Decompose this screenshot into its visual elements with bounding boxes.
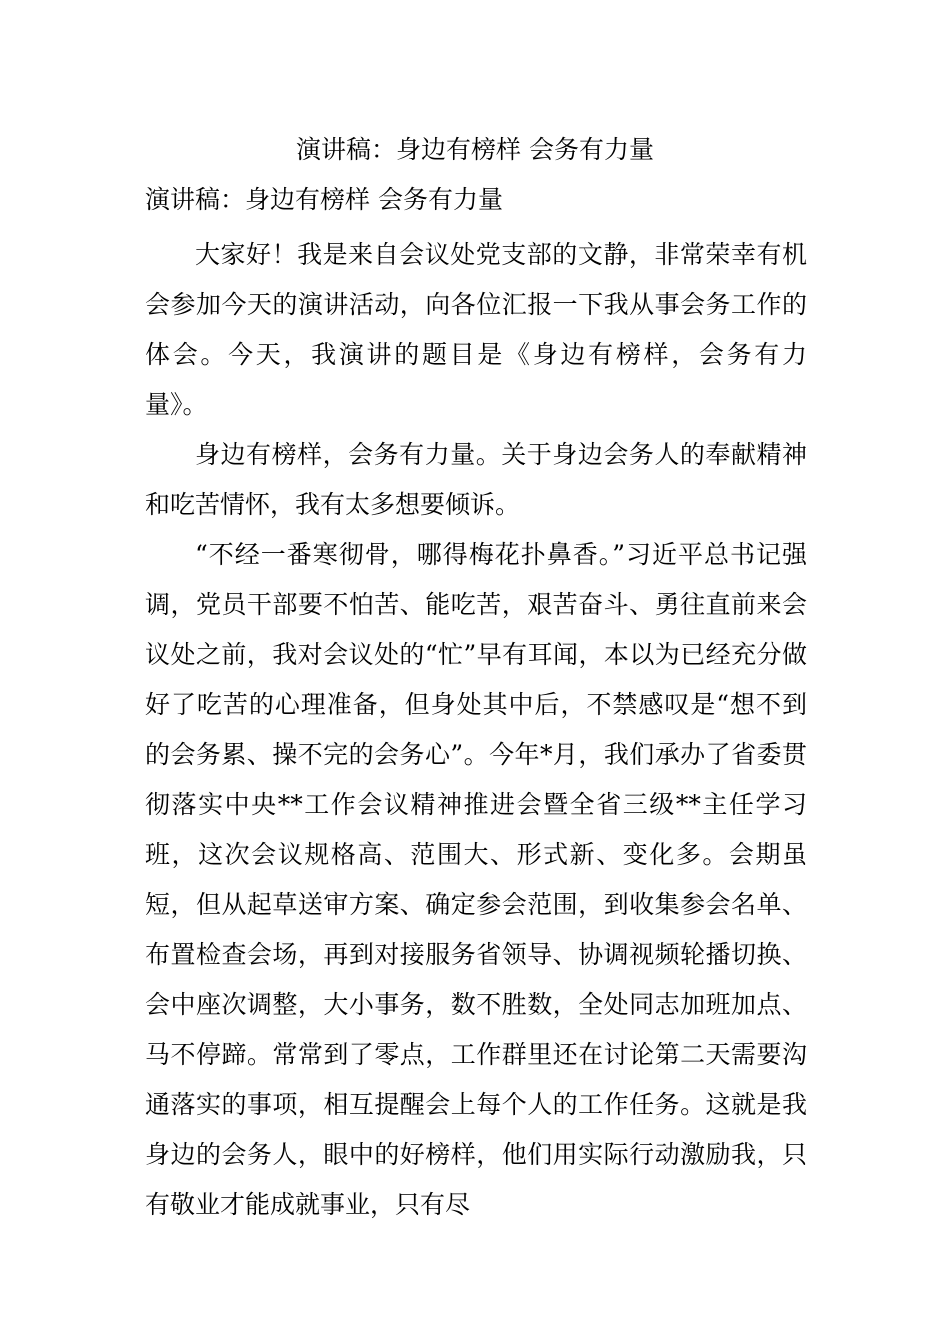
document-title: 演讲稿：身边有榜样 会务有力量 xyxy=(296,135,654,164)
paragraph-story: “不经一番寒彻骨，哪得梅花扑鼻香。”习近平总书记强调，党员干部要不怕苦、能吃苦，艰苦奋斗、勇往直前来会议处之前，我对会议处的“忙”早有耳闻，本以为已经充分做好了吃苦的心理准备，但身处其中后，不禁感叹是“想不到的会务累、操不完的会务心”。今年*月，我们承办了省委贯彻落实中央**工作会议精神推进会暨全省三级**主任学习班，这次会议规格高、范围大、形式新、变化多。会期虽短，但从起草送审方案、确定参会范围，到收集参会名单、布置检查会场，再到对接服务省领导、协调视频轮播切换、会中座次调整，大小事务，数不胜数，全处同志加班加点、马不停蹄。常常到了零点，工作群里还在讨论第二天需要沟通落实的事项，相互提醒会上每个人的工作任务。这就是我身边的会务人，眼中的好榜样，他们用实际行动激励我，只有敬业才能成就事业，只有尽 xyxy=(145,540,807,1219)
paragraph-theme: 身边有榜样，会务有力量。关于身边会务人的奉献精神和吃苦情怀，我有太多想要倾诉。 xyxy=(145,440,807,519)
paragraph-greeting: 大家好！我是来自会议处党支部的文静，非常荣幸有机会参加今天的演讲活动，向各位汇报一下我从事会务工作的体会。今天，我演讲的题目是《身边有榜样，会务有力量》。 xyxy=(145,240,807,419)
document-body xyxy=(145,230,807,1230)
document-subtitle: 演讲稿：身边有榜样 会务有力量 xyxy=(145,185,503,214)
